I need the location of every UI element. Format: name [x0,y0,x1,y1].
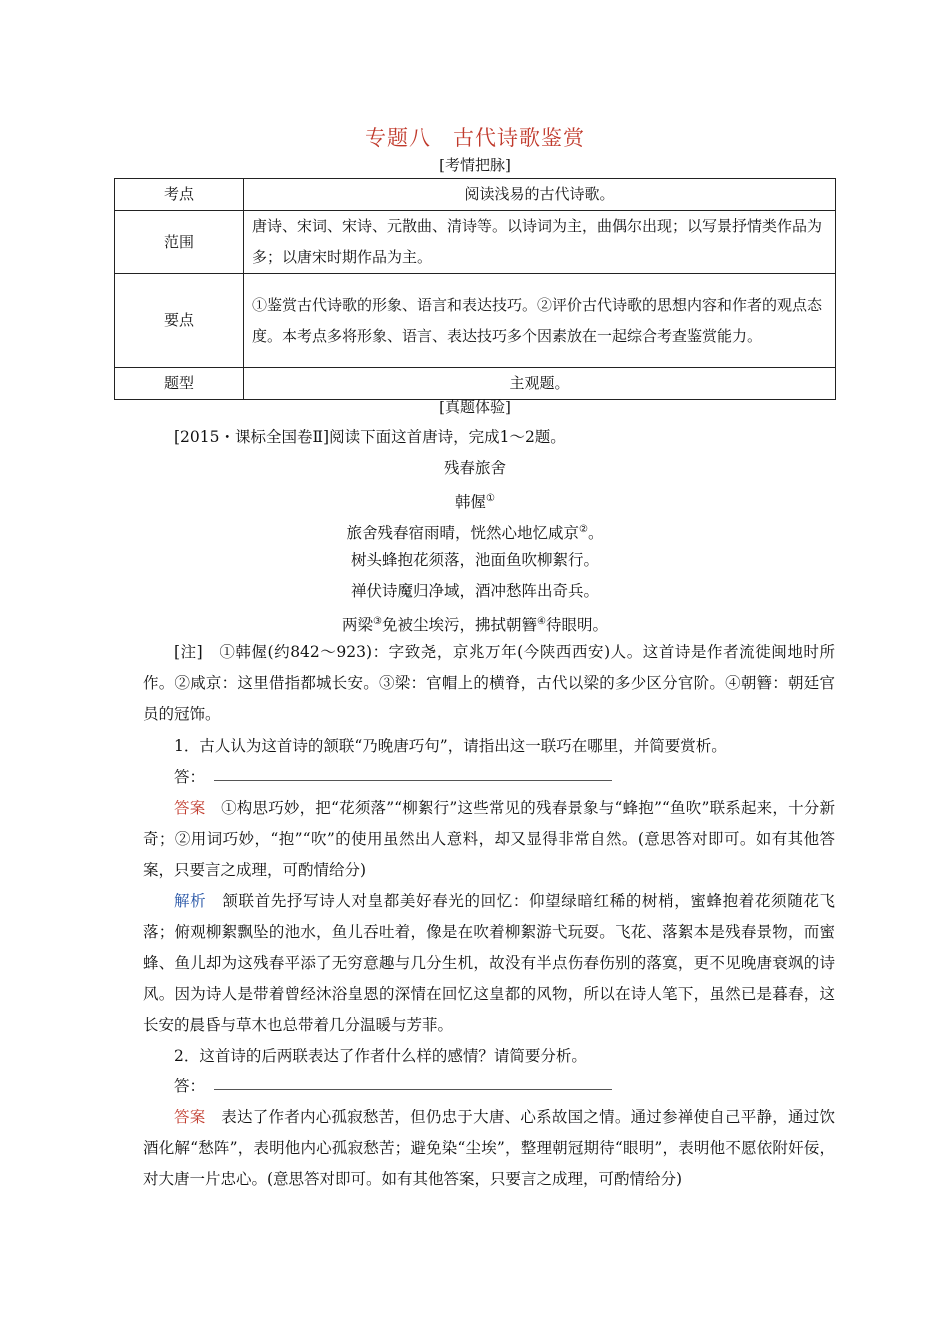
table-value: 阅读浅易的古代诗歌。 [244,179,836,211]
answer-prompt: 答： [174,1077,206,1095]
answer-label: 答案 [174,799,206,817]
poem-notes: [注] ①韩偓(约842～923)：字致尧，京兆万年(今陕西西安)人。这首诗是作者流徙闽地时所作。②咸京：这里借指都城长安。③梁：官帽上的横脊，古代以梁的多少区分官阶。④朝簪：朝廷官员的冠饰。 [143,643,835,723]
question-2: 2．这首诗的后两联表达了作者什么样的感情？请简要分析。 [174,1047,587,1065]
exam-info-table [114,178,836,400]
table-key: 范围 [115,211,244,274]
poem-line: 树头蜂抱花须落，池面鱼吹柳絮行。 [350,551,599,569]
analysis-label: 解析 [174,892,207,910]
footnote-marker: ② [579,524,588,535]
poem-author: 韩偓① [455,493,495,512]
table-key: 考点 [115,179,244,211]
question-1: 1．古人认为这首诗的颔联“乃晚唐巧句”，请指出这一联巧在哪里，并简要赏析。 [174,737,727,755]
poem-line: 禅伏诗魔归净域，酒冲愁阵出奇兵。 [350,582,599,600]
table-row [115,211,836,274]
table-value: 唐诗、宋词、宋诗、元散曲、清诗等。以诗词为主，曲偶尔出现；以写景抒情类作品为多；以唐宋时期作品为主。 [244,211,836,274]
table-key: 题型 [115,368,244,400]
answer-text: 表达了作者内心孤寂愁苦，但仍忠于大唐、心系故国之情。通过参禅使自己平静，通过饮酒化解“愁阵”，表明他内心孤寂愁苦；避免染“尘埃”，整理朝冠期待“眼明”，表明他不愿依附奸佞，对大唐一片忠心。(意思答对即可。如有其他答案，只要言之成理，可酌情给分) [143,1108,835,1188]
answer-text: ①构思巧妙，把“花须落”“柳絮行”这些常见的残春景象与“蜂抱”“鱼吹”联系起来，十分新奇；②用词巧妙，“抱”“吹”的使用虽然出人意料，却又显得非常自然。(意思答对即可。如有其他答案，只要言之成理，可酌情给分) [143,799,835,879]
footnote-marker: ③ [373,616,382,627]
footnote-marker: ① [486,493,495,504]
section-heading-zhenti: [真题体验] [439,398,511,416]
footnote-marker: ④ [537,616,546,627]
page-title: 专题八 古代诗歌鉴赏 [365,126,585,150]
section-heading-kaoqing: [考情把脉] [439,156,511,174]
poem-line: 两梁③免被尘埃污，拂拭朝簪④待眼明。 [342,616,608,635]
question-intro: [2015・课标全国卷Ⅱ]阅读下面这首唐诗，完成1～2题。 [174,428,566,446]
analysis-block [143,886,835,1041]
table-value: 主观题。 [244,368,836,400]
answer-label: 答案 [174,1108,206,1126]
poem-title: 残春旅舍 [443,459,506,477]
answer-blank-line [214,780,612,781]
table-row [115,274,836,368]
table-value: ①鉴赏古代诗歌的形象、语言和表达技巧。②评价古代诗歌的思想内容和作者的观点态度。本考点多将形象、语言、表达技巧多个因素放在一起综合考查鉴赏能力。 [244,274,836,368]
analysis-text: 颔联首先抒写诗人对皇都美好春光的回忆：仰望绿暗红稀的树梢，蜜蜂抱着花须随花飞落；俯观柳絮飘坠的池水，鱼儿吞吐着，像是在吹着柳絮游弋玩耍。飞花、落絮本是残春景物，而蜜蜂、鱼儿却为这残春平添了无穷意趣与几分生机，故没有半点伤春伤别的落寞，更不见晚唐衰飒的诗风。因为诗人是带着曾经沐浴皇恩的深情在回忆这皇都的风物，所以在诗人笔下，虽然已是暮春，这长安的晨昏与草木也总带着几分温暖与芳菲。 [143,892,835,1034]
answer-prompt: 答： [174,768,206,786]
answer-block [143,1102,835,1195]
table-key: 要点 [115,274,244,368]
answer-blank-line [214,1089,612,1090]
answer-block [143,793,835,886]
poem-line: 旅舍残春宿雨晴，恍然心地忆咸京②。 [346,524,604,543]
table-row [115,179,836,211]
table-row [115,368,836,400]
